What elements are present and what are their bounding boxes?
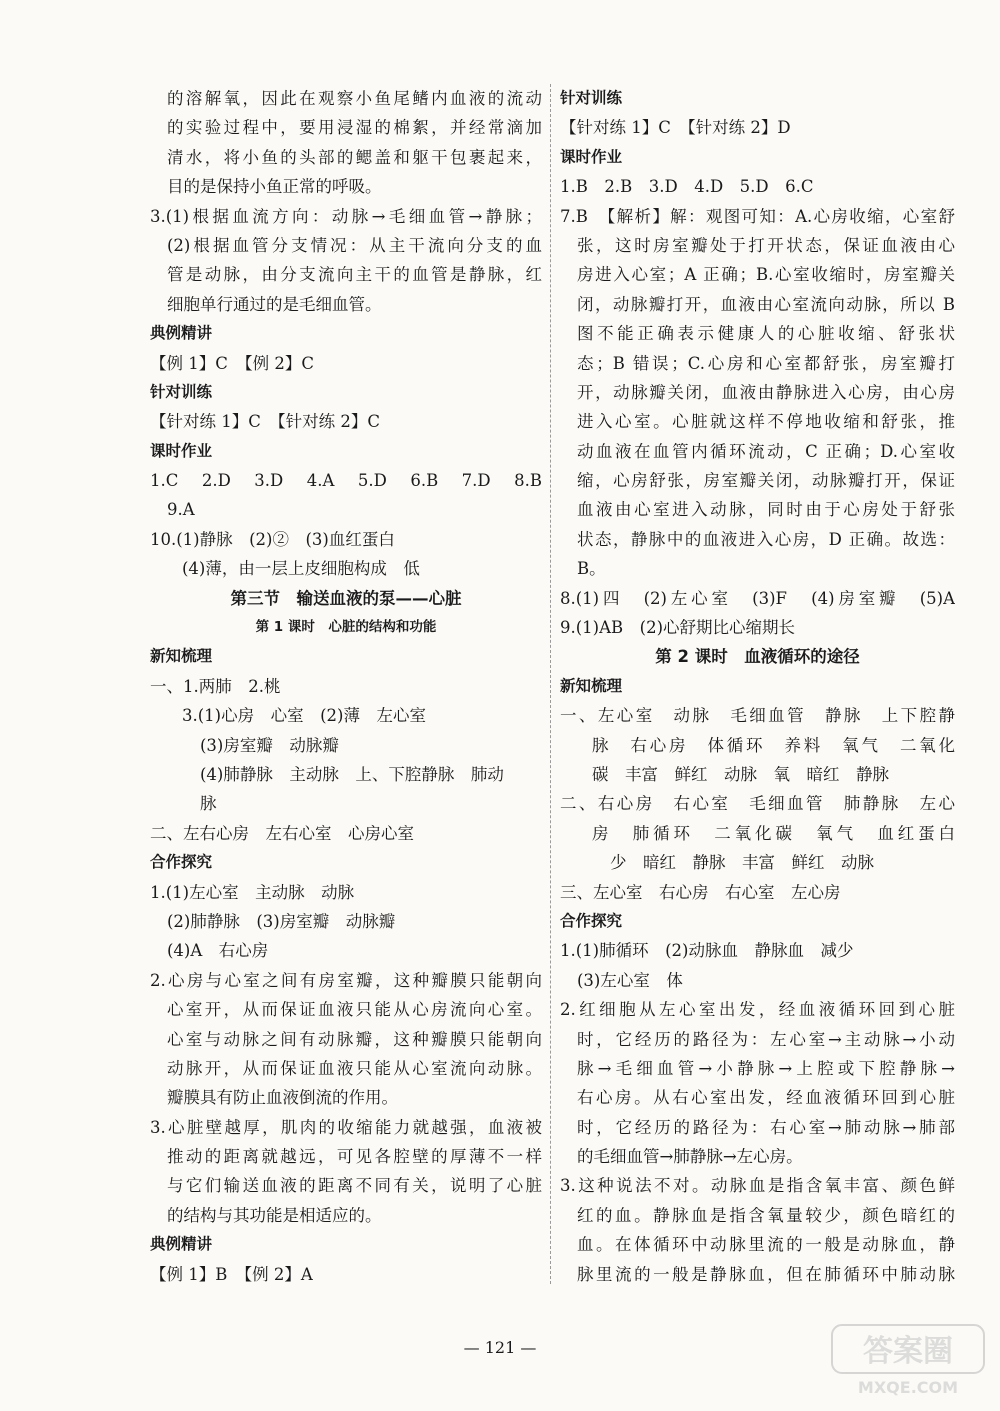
right-text-line: 碳 丰富 鲜红 动脉 氧 暗红 静脉 [592,764,889,784]
right-text-line: 脉里流的一般是静脉血，但在肺循环中肺动脉 [577,1264,955,1284]
right-text-line: 状态，静脉中的血液进入心房，D 正确。故选： [577,529,955,549]
left-text-line: 细胞单行通过的是毛细血管。 [167,294,382,314]
right-text-line: 二、右心房 右心室 毛细血管 肺静脉 左心 [560,794,955,814]
left-text-line: 3.心脏壁越厚，肌肉的收缩能力就越强，血液被 [150,1117,542,1137]
right-text-line: 进入心室。心脏就这样不停地收缩和舒张，推 [577,412,955,432]
left-text-line: 脉 [200,794,217,814]
left-text-line: 第三节 输送血液的泵——心脏 [230,588,462,608]
right-text-line: 新知梳理 [560,676,623,695]
right-text-line: 7.B 【解析】解：观图可知：A.心房收缩，心室舒 [560,206,955,226]
right-text-line: 合作探究 [560,911,623,930]
right-text-line: 三、左心室 右心房 右心室 左心房 [560,882,841,902]
left-text-line: (4)肺静脉 主动脉 上、下腔静脉 肺动 [200,764,504,784]
left-text-line: 目的是保持小鱼正常的呼吸。 [167,177,382,197]
right-text-line: 右心房。从右心室出发，经血液循环回到心脏 [577,1088,955,1108]
left-text-line: 典例精讲 [150,1235,213,1254]
left-text-line: 课时作业 [150,441,213,460]
right-text-line: 1.(1)肺循环 (2)动脉血 静脉血 减少 [560,941,854,961]
watermark-sub: MXQE.COM [857,1378,959,1397]
right-text-line: 态；B 错误；C.心房和心室都舒张，房室瓣打 [577,353,955,373]
right-text-line: 脉 右心房 体循环 养料 氧气 二氧化 [592,735,955,755]
left-text-line: (2)肺静脉 (3)房室瓣 动脉瓣 [167,911,396,931]
right-text-line: 动血液在血管内循环流动，C 正确；D.心室收 [577,441,955,461]
right-text-line: 图不能正确表示健康人的心脏收缩、舒张状 [577,324,955,344]
left-text-line: 心室开，从而保证血液只能从心房流向心室。 [167,1000,542,1020]
watermark-main: 答案圈 [863,1334,953,1369]
right-text-line: 9.(1)AB (2)心舒期比心缩期长 [560,618,796,638]
left-text-line: 动脉开，从而保证血液只能从心室流向动脉。 [167,1058,542,1078]
left-text-line: 10.(1)静脉 (2)② (3)血红蛋白 [150,529,395,549]
right-text-line: (3)左心室 体 [577,970,683,990]
right-text-line: 8.(1)四 (2)左心室 (3)F (4)房室瓣 (5)A [560,588,955,608]
right-text-line: 开，动脉瓣关闭，血液由静脉进入心房，由心房 [577,382,955,402]
right-text-line: 脉→毛细血管→小静脉→上腔或下腔静脉→ [577,1058,955,1078]
left-text-line: 第 1 课时 心脏的结构和功能 [255,619,437,636]
left-text-line: 【例 1】C 【例 2】C [150,353,314,373]
right-text-line: 时，它经历的路径为：左心室→主动脉→小动 [577,1029,955,1049]
left-text-line: 1.(1)左心室 主动脉 动脉 [150,882,355,902]
left-text-line: 合作探究 [150,853,213,872]
left-text-line: 3.(1)心房 心室 (2)薄 左心室 [182,706,426,726]
column-divider [550,84,551,1284]
right-text-line: 第 2 课时 血液循环的途径 [655,647,860,667]
right-text-line: 少 暗红 静脉 丰富 鲜红 动脉 [610,853,874,873]
left-text-line: 心室与动脉之间有动脉瓣，这种瓣膜只能朝向 [167,1029,542,1049]
left-text-line: 针对训练 [150,382,213,401]
right-text-line: 时，它经历的路径为：右心室→肺动脉→肺部 [577,1117,955,1137]
left-text-line: 的溶解氧，因此在观察小鱼尾鳍内血液的流动 [167,89,542,108]
left-text-line: 瓣膜具有防止血液倒流的作用。 [167,1088,398,1108]
right-text-line: 血液由心室进入动脉，同时由于心房处于舒张 [577,500,955,520]
right-text-line: 房进入心室；A 正确；B.心室收缩时，房室瓣关 [577,265,955,285]
left-text-line: 【例 1】B 【例 2】A [150,1264,313,1284]
right-text-line: 【针对练 1】C 【针对练 2】D [560,118,791,138]
left-text-line: 清水，将小鱼的头部的鳃盖和躯干包裹起来， [167,147,542,167]
right-text-line: 1.B 2.B 3.D 4.D 5.D 6.C [560,177,814,197]
left-text-line: (3)房室瓣 动脉瓣 [200,735,339,755]
left-text-line: 管是动脉，由分支流向主干的血管是静脉，红 [167,265,542,285]
left-text-line: (4)A 右心房 [167,941,269,961]
watermark-logo-icon [828,1321,988,1401]
left-text-line: 新知梳理 [150,647,213,666]
left-text-line: 二、左右心房 左右心室 心房心室 [150,823,414,843]
left-text-line: 9.A [167,500,195,520]
left-text-line: 与它们输送血液的距离不同有关，说明了心脏 [167,1176,542,1196]
right-text-line: 针对训练 [560,89,623,107]
left-column [150,84,542,1289]
left-text-line: 2.心房与心室之间有房室瓣，这种瓣膜只能朝向 [150,970,542,990]
left-text-line: (4)薄，由一层上皮细胞构成 低 [182,559,420,579]
right-text-line: 的毛细血管→肺静脉→左心房。 [577,1147,803,1167]
left-text-line: 推动的距离就越远，可见各腔壁的厚薄不一样 [167,1147,542,1167]
right-text-line: 一、左心室 动脉 毛细血管 静脉 上下腔静 [560,706,955,726]
right-text-line: 2.红细胞从左心室出发，经血液循环回到心脏 [560,1000,955,1020]
left-text-line: 1.C 2.D 3.D 4.A 5.D 6.B 7.D 8.B [150,471,542,491]
right-text-line: 红的血。静脉血是指含氧量较少，颜色暗红的 [577,1205,955,1225]
left-text-line: 的结构与其功能是相适应的。 [167,1205,382,1225]
left-text-line: 的实验过程中，要用浸湿的棉絮，并经常滴加 [167,118,542,138]
left-text-line: 一、1.两肺 2.桃 [150,676,281,696]
left-text-line: 【针对练 1】C 【针对练 2】C [150,412,380,432]
right-column [560,84,955,1289]
right-text-line: 闭，动脉瓣打开，血液由心室流向动脉，所以 B [577,294,955,314]
left-text-line: 3.(1)根据血流方向：动脉→毛细血管→静脉； [150,206,542,226]
right-text-line: 课时作业 [560,147,623,166]
right-text-line: 张，这时房室瓣处于打开状态，保证血液由心 [577,235,955,255]
right-text-line: 房 肺循环 二氧化碳 氧气 血红蛋白 [592,823,955,843]
right-text-line: B。 [577,559,606,579]
right-text-line: 3.这种说法不对。动脉血是指含氧丰富、颜色鲜 [560,1176,955,1196]
page-number: — 121 — [463,1338,537,1357]
right-text-line: 血。在体循环中动脉里流的一般是动脉血，静 [577,1235,955,1255]
left-text-line: (2)根据血管分支情况：从主干流向分支的血 [167,235,542,255]
right-text-line: 缩，心房舒张，房室瓣关闭，动脉瓣打开，保证 [577,471,955,491]
left-text-line: 典例精讲 [150,324,213,343]
